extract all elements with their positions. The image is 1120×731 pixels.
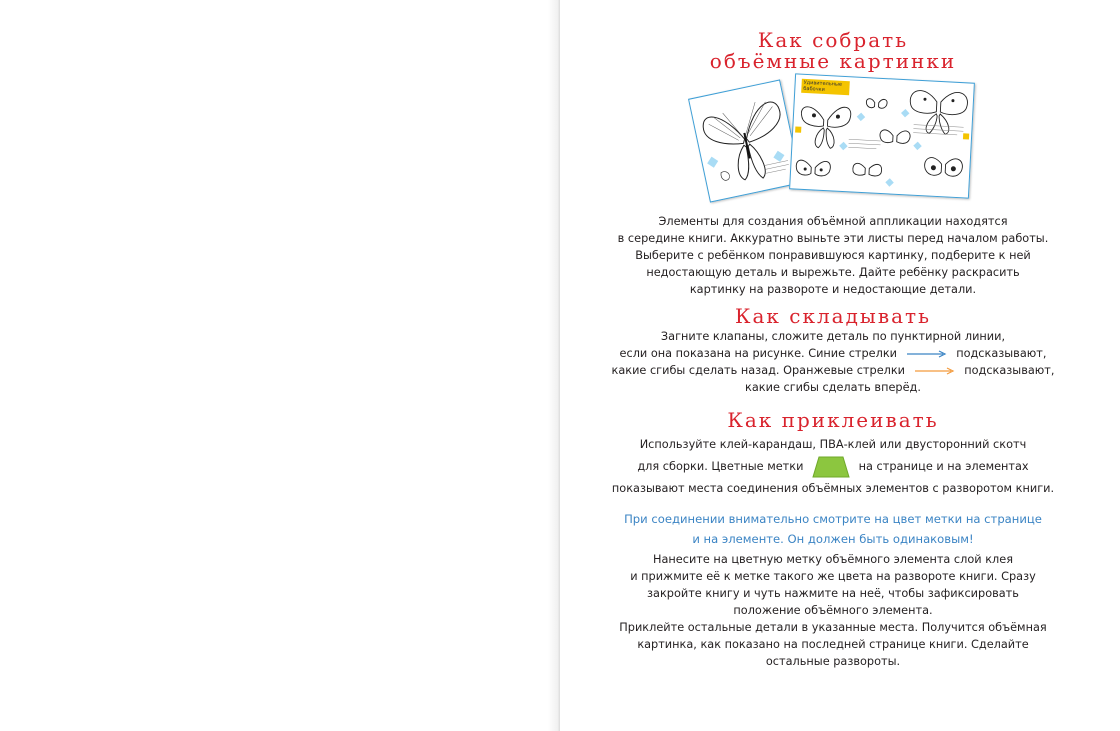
right-page [560, 0, 1120, 731]
butterfly-illustration [688, 78, 978, 206]
glue-line-1: Используйте клей-карандаш, ПВА-клей или двусторонний скотч [639, 438, 1027, 451]
glue-line-2-before: для сборки. Цветные метки [637, 460, 804, 473]
glue-paragraph [608, 434, 1058, 500]
final-line-5: Приклейте остальные детали в указанные места. Получится объёмная [619, 621, 1047, 634]
instructions-content [608, 30, 1058, 670]
glue-heading: Как приклеивать [727, 408, 939, 432]
fold-line-3-after: подсказывают, [964, 364, 1055, 377]
intro-paragraph [608, 213, 1058, 298]
note-line-1: При соединении внимательно смотрите на цвет метки на странице [624, 512, 1042, 526]
intro-line-1: Элементы для создания объёмной аппликации находятся [658, 215, 1008, 228]
final-line-4: положение объёмного элемента. [733, 604, 933, 617]
intro-line-2: в середине книги. Аккуратно выньте эти листы перед началом работы. [617, 232, 1049, 245]
fold-line-3 [608, 362, 1058, 379]
intro-line-5: картинку на развороте и недостающие детали. [689, 283, 977, 296]
green-glue-mark-icon [811, 456, 851, 478]
final-line-3: закройте книгу и чуть нажмите на неё, чтобы зафиксировать [647, 587, 1019, 600]
intro-line-3: Выберите с ребёнком понравившуюся картинку, подберите к ней [635, 249, 1031, 262]
final-paragraph [608, 551, 1058, 670]
butterfly-drawing-left-icon [689, 81, 801, 202]
fold-heading: Как складывать [735, 304, 931, 328]
fold-line-2 [608, 345, 1058, 362]
final-line-1: Нанесите на цветную метку объёмного элемента слой клея [653, 553, 1013, 566]
glue-line-2-after: на странице и на элементах [858, 460, 1029, 473]
orange-arrow-icon [915, 367, 955, 375]
intro-line-4: недостающую деталь и вырежьте. Дайте ребёнку раскрасить [646, 266, 1020, 279]
glue-line-2 [608, 456, 1058, 478]
fold-line-3-before: какие сгибы сделать назад. Оранжевые стрелки [611, 364, 906, 377]
card-yellow-label: Удивительные бабочки [801, 79, 850, 95]
fold-line-2-after: подсказывают, [956, 347, 1047, 360]
fold-line-4: какие сгибы сделать вперёд. [745, 381, 921, 394]
fold-line-1: Загните клапаны, сложите деталь по пунктирной линии, [660, 330, 1006, 343]
fold-line-2-before: если она показана на рисунке. Синие стрелки [619, 347, 897, 360]
blue-arrow-icon [907, 350, 947, 358]
final-line-7: остальные развороты. [765, 655, 901, 668]
butterfly-card-left [688, 79, 802, 202]
note-line-2: и на элементе. Он должен быть одинаковым! [692, 532, 974, 546]
color-match-note [608, 509, 1058, 549]
butterfly-card-right [789, 73, 975, 198]
fold-paragraph [608, 328, 1058, 396]
final-line-6: картинка, как показано на последней странице книги. Сделайте [637, 638, 1029, 651]
page-title-line-1: Как собрать [757, 28, 909, 52]
glue-line-3: показывают места соединения объёмных элементов с разворотом книги. [611, 482, 1055, 495]
final-line-2: и прижмите её к метке такого же цвета на развороте книги. Сразу [630, 570, 1036, 583]
page-title [608, 30, 1058, 72]
page-title-line-2: объёмные картинки [709, 49, 957, 73]
